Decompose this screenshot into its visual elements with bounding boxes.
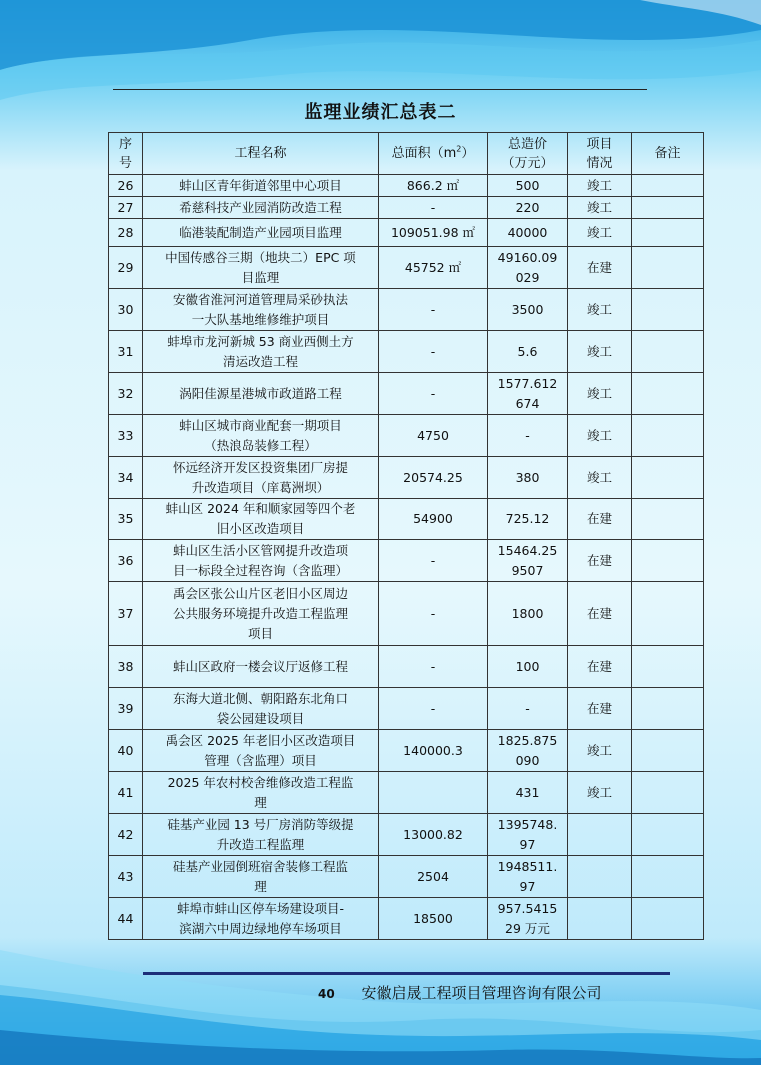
- cell-cost: [488, 646, 568, 688]
- cell-cost: [488, 247, 568, 289]
- cell-status: 在建: [568, 247, 632, 289]
- cell-area: 4750: [379, 415, 488, 457]
- page-number: 40: [318, 987, 335, 1001]
- table-row: [109, 247, 704, 289]
- cell-name-line: 硅基产业园倒班宿舍装修工程监: [172, 858, 348, 874]
- table-row: [109, 814, 704, 856]
- header-area-text: 总面积（m: [391, 146, 457, 161]
- cell-seq: 29: [109, 247, 143, 289]
- table-row: [109, 898, 704, 940]
- cell-remark: [632, 856, 704, 898]
- cell-name-line: 升改造项目（庠葛洲坝）: [191, 479, 330, 495]
- cell-cost-line: 220: [515, 199, 540, 215]
- header-seq: [109, 133, 143, 175]
- cell-cost-line: 3500: [511, 301, 544, 317]
- cell-remark: [632, 730, 704, 772]
- cell-cost-line: 029: [515, 269, 540, 285]
- cell-cost-line: 674: [515, 395, 540, 411]
- cell-seq: 27: [109, 197, 143, 219]
- table-row: [109, 646, 704, 688]
- cell-name-line: 蚌山区政府一楼会议厅返修工程: [172, 658, 348, 674]
- cell-cost-line: 957.5415: [497, 900, 558, 916]
- cell-remark: [632, 898, 704, 940]
- cell-area: 54900: [379, 499, 488, 540]
- cell-seq: 26: [109, 175, 143, 197]
- table-row: [109, 219, 704, 247]
- cell-area: -: [379, 688, 488, 730]
- cell-name: [143, 219, 379, 247]
- cell-name-line: 硅基产业园 13 号厂房消防等级提: [167, 816, 354, 832]
- cell-status: 在建: [568, 582, 632, 646]
- performance-table: [108, 132, 704, 940]
- footer-rule: [143, 972, 670, 975]
- table-row: [109, 289, 704, 331]
- cell-cost-line: 49160.09: [497, 249, 558, 265]
- cell-cost-line: 100: [515, 658, 540, 674]
- cell-remark: [632, 582, 704, 646]
- table-row: [109, 197, 704, 219]
- cell-remark: [632, 646, 704, 688]
- cell-status: 在建: [568, 688, 632, 730]
- table-header-row: [109, 133, 704, 175]
- cell-cost: [488, 856, 568, 898]
- cell-status: 在建: [568, 499, 632, 540]
- cell-status: 竣工: [568, 415, 632, 457]
- cell-seq: 40: [109, 730, 143, 772]
- cell-cost-line: 500: [515, 177, 540, 193]
- cell-status: [568, 898, 632, 940]
- cell-name: [143, 730, 379, 772]
- table-row: [109, 175, 704, 197]
- cell-name-line: 蚌山区城市商业配套一期项目: [179, 417, 342, 433]
- cell-status: [568, 814, 632, 856]
- cell-cost-line: -: [525, 700, 530, 716]
- cell-area: -: [379, 331, 488, 373]
- cell-area: [379, 772, 488, 814]
- cell-name: [143, 499, 379, 540]
- header-cost: [488, 133, 568, 175]
- cell-remark: [632, 197, 704, 219]
- cell-area: -: [379, 582, 488, 646]
- table-row: [109, 730, 704, 772]
- cell-status: 竣工: [568, 457, 632, 499]
- table-row: [109, 540, 704, 582]
- cell-cost: [488, 331, 568, 373]
- cell-status: 竣工: [568, 175, 632, 197]
- cell-status: 竣工: [568, 730, 632, 772]
- cell-name: [143, 247, 379, 289]
- cell-name-line: 一大队基地维修维护项目: [191, 311, 330, 327]
- cell-cost-line: 1800: [511, 605, 544, 621]
- cell-status: 竣工: [568, 197, 632, 219]
- header-name: 工程名称: [143, 133, 379, 175]
- cell-seq: 31: [109, 331, 143, 373]
- cell-area: 140000.3: [379, 730, 488, 772]
- header-cost-line: （万元）: [501, 155, 554, 171]
- cell-remark: [632, 415, 704, 457]
- cell-seq: 39: [109, 688, 143, 730]
- cell-remark: [632, 814, 704, 856]
- cell-name: [143, 856, 379, 898]
- cell-status: 竣工: [568, 373, 632, 415]
- page-footer: [318, 982, 602, 1003]
- cell-name-line: 怀远经济开发区投资集团厂房提: [172, 459, 348, 475]
- cell-remark: [632, 457, 704, 499]
- cell-cost: [488, 688, 568, 730]
- cell-name-line: 目一标段全过程咨询（含监理）: [172, 562, 348, 578]
- cell-name-line: 升改造工程监理: [216, 836, 305, 852]
- cell-cost-line: 40000: [507, 224, 548, 240]
- cell-cost: [488, 730, 568, 772]
- table-row: [109, 582, 704, 646]
- cell-area: -: [379, 646, 488, 688]
- table-row: [109, 499, 704, 540]
- table-row: [109, 772, 704, 814]
- cell-cost: [488, 814, 568, 856]
- cell-name-line: 希慈科技产业园消防改造工程: [179, 199, 342, 215]
- cell-name: [143, 331, 379, 373]
- cell-cost: [488, 373, 568, 415]
- header-seq-line: 序: [118, 136, 132, 152]
- cell-name: [143, 540, 379, 582]
- cell-name: [143, 772, 379, 814]
- cell-name-line: 蚌埠市龙河新城 53 商业西侧土方: [167, 333, 354, 349]
- cell-name-line: 蚌埠市蚌山区停车场建设项目-: [176, 900, 344, 916]
- cell-name-line: 清运改造工程: [222, 353, 298, 369]
- cell-cost-line: 1395748.: [497, 816, 558, 832]
- cell-seq: 34: [109, 457, 143, 499]
- table-row: [109, 415, 704, 457]
- header-status-line: 情况: [586, 155, 613, 171]
- cell-name-line: 蚌山区 2024 年和顺家园等四个老: [165, 501, 356, 516]
- cell-cost: [488, 415, 568, 457]
- cell-cost-line: 97: [519, 836, 536, 852]
- cell-name-line: 滨湖六中周边绿地停车场项目: [179, 920, 342, 936]
- cell-cost: [488, 197, 568, 219]
- cell-cost-line: 380: [515, 469, 540, 485]
- cell-area: 45752 ㎡: [379, 247, 488, 289]
- cell-cost-line: 725.12: [505, 511, 550, 526]
- cell-cost-line: 5.6: [517, 343, 538, 359]
- cell-area: -: [379, 540, 488, 582]
- cell-name-line: 禹会区张公山片区老旧小区周边: [172, 585, 348, 601]
- cell-seq: 44: [109, 898, 143, 940]
- cell-area: -: [379, 197, 488, 219]
- header-area-end: ）: [461, 146, 475, 161]
- cell-cost-line: 1948511.: [497, 858, 558, 874]
- cell-cost: [488, 772, 568, 814]
- table-body: [109, 175, 704, 940]
- cell-name: [143, 457, 379, 499]
- cell-name: [143, 582, 379, 646]
- cell-status: 竣工: [568, 772, 632, 814]
- cell-name: [143, 175, 379, 197]
- cell-remark: [632, 499, 704, 540]
- cell-name-line: 涡阳佳源星港城市政道路工程: [179, 385, 342, 401]
- cell-name-line: （热浪岛装修工程）: [204, 437, 317, 453]
- cell-status: [568, 856, 632, 898]
- cell-area: 2504: [379, 856, 488, 898]
- header-status: [568, 133, 632, 175]
- table-row: [109, 688, 704, 730]
- cell-cost: [488, 582, 568, 646]
- cell-seq: 32: [109, 373, 143, 415]
- cell-remark: [632, 688, 704, 730]
- cell-area: 20574.25: [379, 457, 488, 499]
- table-row: [109, 373, 704, 415]
- cell-name-line: 蚌山区生活小区管网提升改造项: [172, 542, 348, 558]
- cell-area: -: [379, 289, 488, 331]
- cell-area: 18500: [379, 898, 488, 940]
- cell-name-line: 理: [254, 794, 267, 810]
- cell-name-line: 项目: [247, 625, 273, 641]
- cell-area: -: [379, 373, 488, 415]
- cell-seq: 36: [109, 540, 143, 582]
- cell-area: 866.2 ㎡: [379, 175, 488, 197]
- cell-cost: [488, 175, 568, 197]
- cell-cost: [488, 457, 568, 499]
- cell-cost-line: 1577.612: [497, 375, 558, 391]
- cell-seq: 30: [109, 289, 143, 331]
- cell-name-line: 理: [254, 878, 267, 894]
- cell-name: [143, 814, 379, 856]
- cell-seq: 43: [109, 856, 143, 898]
- cell-name-line: 2025 年农村校舍维修改造工程监: [167, 774, 354, 790]
- cell-cost-line: 9507: [511, 562, 544, 578]
- page-title: 监理业绩汇总表二: [304, 102, 457, 123]
- header-area-sup: 2: [456, 144, 462, 154]
- cell-name: [143, 289, 379, 331]
- cell-status: 竣工: [568, 219, 632, 247]
- cell-cost: [488, 219, 568, 247]
- cell-seq: 42: [109, 814, 143, 856]
- cell-cost-line: 431: [515, 784, 540, 800]
- cell-status: 竣工: [568, 289, 632, 331]
- cell-cost: [488, 499, 568, 540]
- company-name: 安徽启晟工程项目管理咨询有限公司: [361, 984, 602, 1002]
- cell-name-line: 袋公园建设项目: [216, 710, 305, 726]
- cell-name-line: 临港装配制造产业园项目监理: [179, 224, 342, 240]
- cell-area: 13000.82: [379, 814, 488, 856]
- cell-name-line: 东海大道北侧、朝阳路东北角口: [172, 690, 348, 706]
- cell-status: 竣工: [568, 331, 632, 373]
- cell-seq: 28: [109, 219, 143, 247]
- cell-name: [143, 898, 379, 940]
- cell-remark: [632, 219, 704, 247]
- cell-name: [143, 373, 379, 415]
- top-rule: [113, 89, 647, 90]
- cell-remark: [632, 331, 704, 373]
- cell-cost-line: 090: [515, 752, 540, 768]
- cell-cost: [488, 898, 568, 940]
- cell-name-line: 安徽省淮河河道管理局采砂执法: [172, 291, 348, 307]
- cell-name: [143, 415, 379, 457]
- header-status-line: 项目: [586, 136, 613, 152]
- cell-name-line: 管理（含监理）项目: [204, 752, 317, 768]
- cell-cost: [488, 289, 568, 331]
- cell-name: [143, 646, 379, 688]
- cell-cost-line: 1825.875: [497, 732, 558, 748]
- cell-cost-line: 97: [519, 878, 536, 894]
- cell-seq: 33: [109, 415, 143, 457]
- header-seq-line: 号: [118, 155, 132, 171]
- cell-remark: [632, 289, 704, 331]
- header-remark: 备注: [632, 133, 704, 175]
- header-area: [379, 133, 488, 175]
- cell-status: 在建: [568, 540, 632, 582]
- cell-name-line: 蚌山区青年街道邻里中心项目: [179, 177, 342, 193]
- cell-remark: [632, 247, 704, 289]
- table-row: [109, 457, 704, 499]
- table-row: [109, 331, 704, 373]
- cell-cost: [488, 540, 568, 582]
- cell-name: [143, 688, 379, 730]
- cell-cost-line: 29 万元: [505, 920, 550, 936]
- cell-area: 109051.98 ㎡: [379, 219, 488, 247]
- cell-remark: [632, 772, 704, 814]
- cell-seq: 37: [109, 582, 143, 646]
- header-cost-line: 总造价: [507, 136, 547, 152]
- cell-seq: 41: [109, 772, 143, 814]
- table-row: [109, 856, 704, 898]
- cell-name: [143, 197, 379, 219]
- cell-status: 在建: [568, 646, 632, 688]
- cell-seq: 35: [109, 499, 143, 540]
- cell-name-line: 公共服务环境提升改造工程监理: [172, 605, 348, 621]
- cell-remark: [632, 175, 704, 197]
- cell-name-line: 中国传感谷三期（地块二）EPC 项: [165, 249, 356, 265]
- cell-cost-line: -: [525, 427, 530, 443]
- cell-name-line: 目监理: [241, 269, 280, 285]
- cell-remark: [632, 373, 704, 415]
- cell-name-line: 禹会区 2025 年老旧小区改造项目: [165, 732, 356, 748]
- cell-seq: 38: [109, 646, 143, 688]
- cell-cost-line: 15464.25: [497, 542, 558, 558]
- cell-remark: [632, 540, 704, 582]
- cell-name-line: 旧小区改造项目: [216, 521, 305, 536]
